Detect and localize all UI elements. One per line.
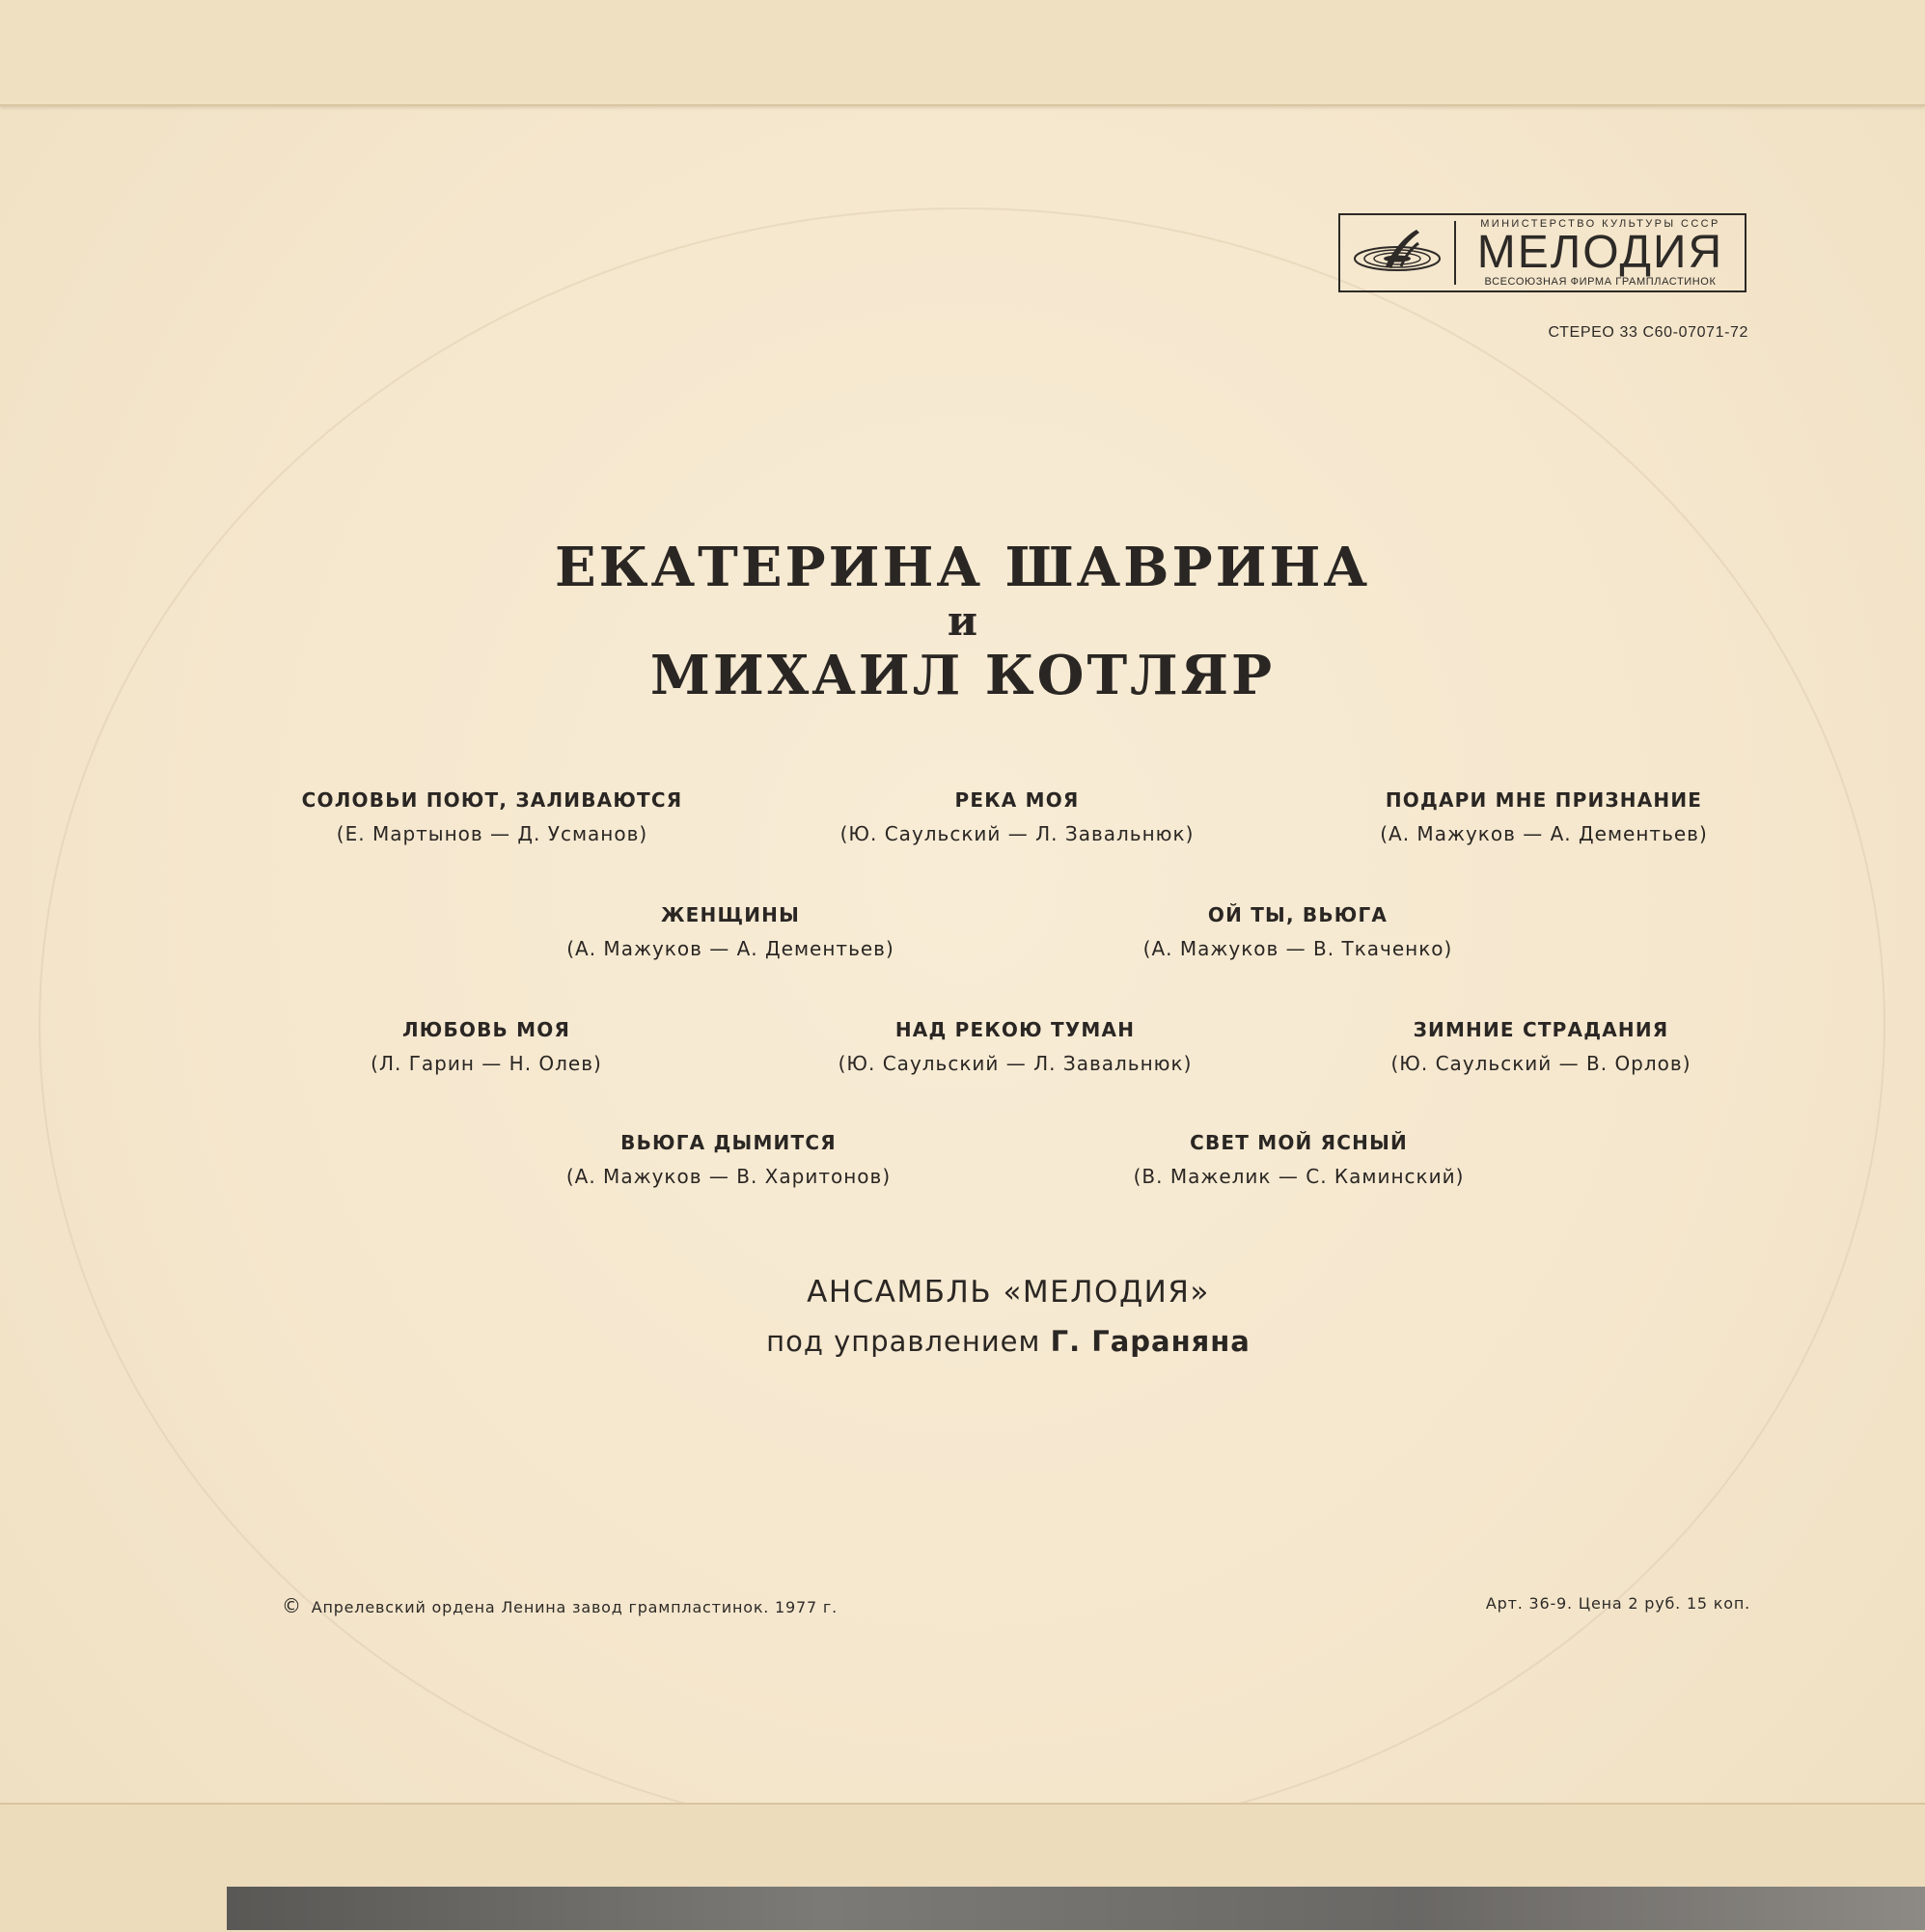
track-title: НАД РЕКОЮ ТУМАН xyxy=(894,1018,1136,1041)
track-title: ЗИМНИЕ СТРАДАНИЯ xyxy=(1413,1018,1669,1041)
track-item xyxy=(261,787,724,846)
track-item xyxy=(784,1017,1247,1076)
conductor-line xyxy=(0,1322,1925,1361)
track-credits: (Ю. Саульский — В. Орлов) xyxy=(1390,1052,1691,1075)
ensemble-block xyxy=(0,1272,1925,1361)
track-credits: (А. Мажуков — В. Харитонов) xyxy=(565,1165,892,1188)
track-item xyxy=(1309,1017,1773,1076)
logo-text xyxy=(1456,215,1745,290)
ensemble-name: АНСАМБЛЬ «МЕЛОДИЯ» xyxy=(807,1275,1210,1310)
track-item xyxy=(1312,787,1775,846)
track-title: ОЙ ТЫ, ВЬЮГА xyxy=(1207,903,1389,926)
track-credits: (А. Мажуков — А. Дементьев) xyxy=(566,937,894,960)
conductor-name: Г. Гараняна xyxy=(1050,1325,1251,1358)
track-item xyxy=(1067,1130,1530,1189)
artist-conjunction: и xyxy=(947,597,978,645)
track-title: СОЛОВЬИ ПОЮТ, ЗАЛИВАЮТСЯ xyxy=(301,788,683,812)
artist-name-2: МИХАИЛ КОТЛЯР xyxy=(649,644,1276,707)
album-title xyxy=(0,536,1925,707)
melodiya-emblem-icon xyxy=(1340,215,1454,290)
track-credits: (А. Мажуков — В. Ткаченко) xyxy=(1142,937,1453,960)
sleeve-top-flap xyxy=(0,0,1925,106)
track-item xyxy=(785,787,1249,846)
logo-ministry: МИНИСТЕРСТВО КУЛЬТУРЫ СССР xyxy=(1480,218,1720,230)
track-title: ПОДАРИ МНЕ ПРИЗНАНИЕ xyxy=(1385,788,1703,812)
track-title: СВЕТ МОЙ ЯСНЫЙ xyxy=(1190,1131,1408,1154)
copyright-icon: © xyxy=(282,1594,302,1617)
melodiya-logo xyxy=(1338,213,1746,292)
artist-name-1: ЕКАТЕРИНА ШАВРИНА xyxy=(554,536,1371,599)
track-title: ЖЕНЩИНЫ xyxy=(661,903,800,926)
copyright-text: Апрелевский ордена Ленина завод грампластинок. 1977 г. xyxy=(311,1598,838,1616)
track-item xyxy=(255,1017,718,1076)
track-credits: (Е. Мартынов — Д. Усманов) xyxy=(336,822,648,845)
track-item xyxy=(1066,902,1529,961)
track-item xyxy=(497,1130,960,1189)
catalog-number: СТЕРЕО 33 С60-07071-72 xyxy=(1548,324,1748,341)
track-credits: (А. Мажуков — А. Дементьев) xyxy=(1380,822,1708,845)
track-item xyxy=(499,902,962,961)
track-title: РЕКА МОЯ xyxy=(954,788,1080,812)
copyright-line xyxy=(282,1594,838,1617)
price-line: Арт. 36-9. Цена 2 руб. 15 коп. xyxy=(1485,1594,1750,1613)
track-credits: (Л. Гарин — Н. Олев) xyxy=(371,1052,602,1075)
track-credits: (В. Мажелик — С. Каминский) xyxy=(1133,1165,1465,1188)
photo-strip xyxy=(227,1887,1925,1930)
direction-prefix: под управлением xyxy=(766,1325,1041,1358)
track-credits: (Ю. Саульский — Л. Завальнюк) xyxy=(839,822,1195,845)
track-credits: (Ю. Саульский — Л. Завальнюк) xyxy=(838,1052,1193,1075)
logo-brand: МЕЛОДИЯ xyxy=(1476,227,1724,278)
logo-firm: ВСЕСОЮЗНАЯ ФИРМА ГРАМПЛАСТИНОК xyxy=(1484,276,1717,288)
track-title: ЛЮБОВЬ МОЯ xyxy=(401,1018,571,1041)
track-title: ВЬЮГА ДЫМИТСЯ xyxy=(620,1131,837,1154)
